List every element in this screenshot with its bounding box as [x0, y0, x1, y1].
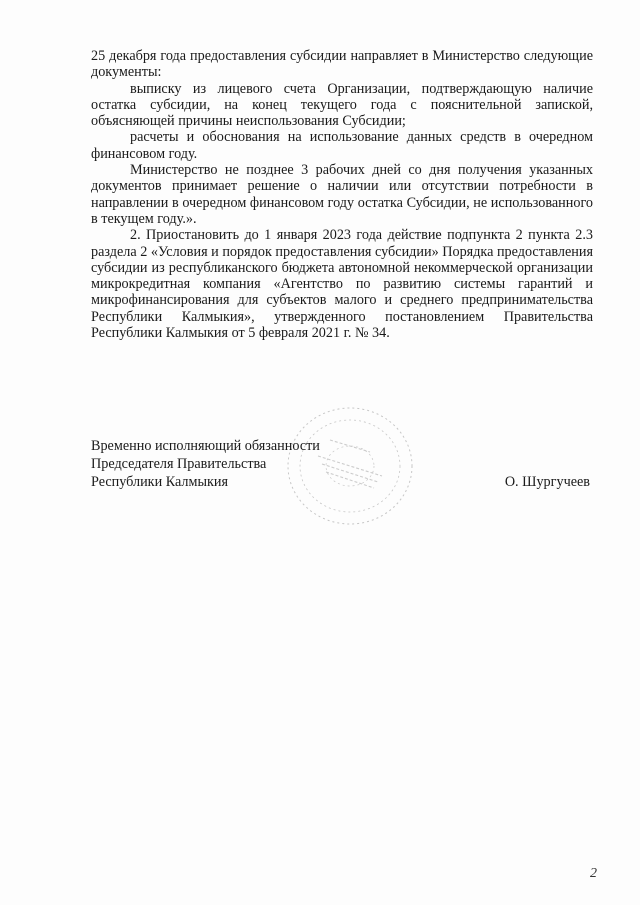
- paragraph-continuation: 25 декабря года предоставления субсидии направляет в Министерство следующие документы:: [91, 48, 593, 81]
- paragraph-ministry-decision: Министерство не позднее 3 рабочих дней со дня получения указанных документов принимает решение о наличии или отсутствии потребности в направлении в очередном финансовом году остатка Субсидии, не использованного в текущем году.».: [91, 162, 593, 227]
- signer-title-line-3: Республики Калмыкия: [91, 474, 229, 490]
- document-body: [91, 48, 593, 341]
- paragraph-account-statement: выписку из лицевого счета Организации, подтверждающую наличие остатка субсидии, на конец текущего года с пояснительной запиской, объясняющей причины неиспользования Субсидии;: [91, 80, 593, 130]
- paragraph-suspension: 2. Приостановить до 1 января 2023 года действие подпункта 2 пункта 2.3 раздела 2 «Условия и порядок предоставления субсидии» Порядка предоставления субсидии из республиканского бюджета автономной некоммерческой организации микрокредитная компания «Агентство по развитию системы гарантий и микрофинансирования для субъектов малого и среднего предпринимательства Республики Калмыкия», утвержденного постановлением Правительства Республики Калмыкия от 5 февраля 2021 г. № 34.: [91, 227, 593, 342]
- paragraph-calculations: расчеты и обоснования на использование данных средств в очередном финансовом году.: [91, 129, 593, 162]
- signer-name: О. Шургучеев: [504, 474, 590, 490]
- page-number: 2: [590, 866, 597, 881]
- signer-title-line-1: Временно исполняющий обязанности: [91, 438, 320, 454]
- signer-title-line-2: Председателя Правительства: [91, 456, 267, 472]
